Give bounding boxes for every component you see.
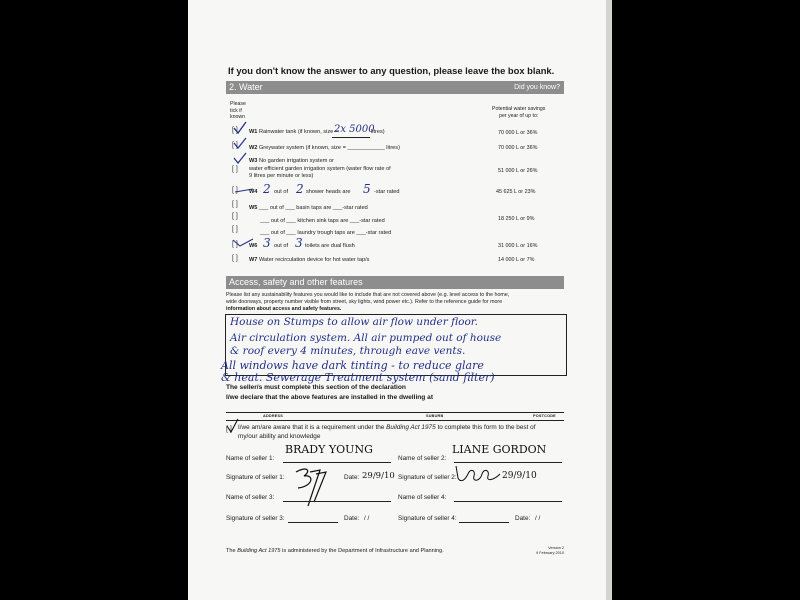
aware-statement xyxy=(238,424,535,441)
access-instruction-line: information about access and safety features. xyxy=(226,306,342,312)
w7-row xyxy=(249,257,369,263)
seller4-name-line[interactable] xyxy=(454,501,562,502)
address-line[interactable] xyxy=(226,412,564,413)
w4-amount: 45 625 L or 23% xyxy=(496,189,536,195)
tick-header xyxy=(230,101,246,121)
w6-row xyxy=(249,243,257,249)
did-you-know-label: Did you know? xyxy=(514,84,560,91)
footer-text xyxy=(226,548,444,554)
seller3-name-label: Name of seller 3: xyxy=(226,494,275,501)
w2-label: W2 xyxy=(249,145,258,151)
seller3-date-label: Date: xyxy=(344,515,360,522)
seller4-signature-label: Signature of seller 4: xyxy=(398,515,457,522)
checkmark-icon xyxy=(232,137,248,151)
w5-kitchen-checkbox[interactable]: [ ] xyxy=(232,213,238,220)
document-page xyxy=(188,0,612,600)
w6-checkbox[interactable]: [ ] xyxy=(232,241,238,248)
footer-text-b: is administered by the Department of Infrastructure and Planning. xyxy=(282,548,444,554)
w3-checkbox[interactable]: [ ] xyxy=(232,166,238,173)
w5-line: ___ out of ___ laundry trough taps are ___-star rated xyxy=(260,230,392,236)
w5-amount: 18 250 L or 9% xyxy=(498,216,535,222)
w5-laundry-checkbox[interactable]: [ ] xyxy=(232,226,238,233)
w3-label: W3 xyxy=(249,158,258,164)
checkmark-icon xyxy=(232,121,248,137)
w6-hand-a: 3 xyxy=(263,236,271,250)
w4-label: W4 xyxy=(249,189,258,195)
aware-checkbox[interactable]: [ ] xyxy=(226,426,232,433)
access-instruction-line: Please list any sustainability features you would like to include that are not covered above (e.g. level access to the home, xyxy=(226,292,510,298)
w7-text: Water recirculation device for hot water tap/s xyxy=(258,257,370,263)
seller2-date: 29/9/10 xyxy=(502,471,537,481)
w1-amount: 70 000 L or 36% xyxy=(498,130,538,136)
w2-checkbox[interactable]: [ ] xyxy=(232,142,238,149)
suburb-label: SUBURB xyxy=(426,414,444,418)
w4-hand-c: 5 xyxy=(363,182,371,196)
w2-row xyxy=(249,145,400,151)
w6-amount: 31 000 L or 16% xyxy=(498,243,538,249)
seller2-name: LIANE GORDON xyxy=(452,443,547,456)
w6-text-a: out of xyxy=(274,243,288,249)
seller4-date-label: Date: xyxy=(515,515,531,522)
seller4-date[interactable]: / / xyxy=(535,515,541,522)
seller4-name-label: Name of seller 4: xyxy=(398,494,447,501)
features-hand-line: & roof every 4 minutes, through eave vents. xyxy=(230,345,466,357)
features-hand-line: House on Stumps to allow air flow under floor. xyxy=(230,316,478,328)
w4-hand-a: 2 xyxy=(263,182,271,196)
seller3-signature-line[interactable] xyxy=(288,522,338,523)
seller1-date-label: Date: xyxy=(344,474,360,481)
w1-label: W1 xyxy=(249,129,258,135)
water-section-title: 2. Water xyxy=(229,82,263,92)
tick-header-line: known xyxy=(230,114,245,120)
declaration-declare: I/we declare that the above features are installed in the dwelling at xyxy=(226,394,434,401)
tick-header-line: Please xyxy=(230,101,246,107)
checkmark-icon xyxy=(232,152,248,166)
w4-text-c: -star rated xyxy=(374,189,400,195)
w5-line: ___ out of ___ kitchen sink taps are ___-star rated xyxy=(260,217,385,224)
w1-row xyxy=(249,129,338,135)
seller1-signature-label: Signature of seller 1: xyxy=(226,474,285,481)
w5-label: W5 xyxy=(249,205,258,211)
w7-label: W7 xyxy=(249,257,258,263)
address-label: ADDRESS xyxy=(263,414,283,418)
seller3-signature-label: Signature of seller 3: xyxy=(226,515,285,522)
w1-size-line xyxy=(332,137,370,138)
w6-label: W6 xyxy=(249,243,258,249)
w6-hand-b: 3 xyxy=(295,236,303,250)
seller2-signature-icon xyxy=(452,462,502,486)
access-instruction-line: wide doorways, property number visible from street, sky lights, wind power etc.). Refer to the reference guide for more xyxy=(226,299,503,305)
w3-amount: 51 000 L or 26% xyxy=(498,168,538,174)
access-section-header xyxy=(226,276,564,289)
w1-checkbox[interactable]: [ ] xyxy=(232,127,238,134)
page-edge xyxy=(606,0,612,600)
aware-act: Building Act 1975 xyxy=(386,424,436,431)
savings-header-line: per year of up to: xyxy=(499,112,539,119)
water-section-header xyxy=(226,81,564,94)
seller1-name: BRADY YOUNG xyxy=(285,443,373,456)
aware-text-c: my/our ability and knowledge xyxy=(238,432,321,440)
footer-act: Building Act 1975 xyxy=(237,548,281,554)
w4-row xyxy=(249,189,257,195)
features-hand-line: All windows have dark tinting - to reduce glare xyxy=(221,359,484,372)
seller1-name-label: Name of seller 1: xyxy=(226,455,275,462)
access-section-title: Access, safety and other features xyxy=(229,277,363,287)
savings-header xyxy=(492,106,545,119)
w3-row xyxy=(249,158,391,181)
footer-text-a: The xyxy=(226,548,236,554)
w6-text-b: toilets are dual flush xyxy=(305,243,355,249)
postcode-label: POSTCODE xyxy=(533,414,556,418)
seller4-signature-line[interactable] xyxy=(459,522,509,523)
w1-tank-size-hand: 2x 5000 xyxy=(334,124,375,135)
w1-text-b: litres) xyxy=(371,129,385,135)
version: Version 2 xyxy=(548,546,564,550)
w4-hand-b: 2 xyxy=(296,182,304,196)
w4-checkbox[interactable]: [ ] xyxy=(232,187,238,194)
instruction-text: If you don't know the answer to any question, please leave the box blank. xyxy=(228,65,555,76)
features-hand-line: Air circulation system. All air pumped out of house xyxy=(230,332,502,344)
aware-text-b: to complete this form to the best of xyxy=(437,424,536,431)
version-date: 9 February 2010 xyxy=(536,551,564,555)
version-block xyxy=(524,546,564,556)
features-hand-line: & heat. Sewerage Treatment system (sand filter) xyxy=(221,371,495,384)
w2-text: Greywater system (if known, size = ____________ litres) xyxy=(258,145,400,151)
w1-text-a: Rainwater tank (if known, size = xyxy=(258,129,339,135)
w3-line: water efficient garden irrigation system (water flow rate of xyxy=(249,165,391,172)
w3-line: No garden irrigation system or xyxy=(258,158,334,164)
savings-header-line: Potential water savings xyxy=(492,106,546,112)
w7-amount: 14 000 L or 7% xyxy=(498,257,535,263)
seller2-name-label: Name of seller 2: xyxy=(398,455,447,462)
tick-header-line: tick if xyxy=(230,107,242,114)
w7-checkbox[interactable]: [ ] xyxy=(232,255,238,262)
w5-row xyxy=(249,202,391,240)
seller2-signature-label: Signature of seller 2: xyxy=(398,474,457,481)
w4-text-a: out of xyxy=(274,189,288,195)
access-instructions xyxy=(226,292,509,313)
w4-text-b: shower heads are xyxy=(306,189,351,195)
declaration-must: The seller/s must complete this section of the declaration xyxy=(226,384,406,391)
seller3-date[interactable]: / / xyxy=(364,515,370,522)
w3-line: 9 litres per minute or less) xyxy=(249,173,314,179)
w5-checkbox[interactable]: [ ] xyxy=(232,201,238,208)
w5-line: ___ out of ___ basin taps are ___-star rated xyxy=(258,205,368,211)
aware-text-a: I/we am/are aware that it is a requirement under the xyxy=(238,424,385,431)
seller1-date: 29/9/10 xyxy=(362,471,395,481)
w2-amount: 70 000 L or 36% xyxy=(498,145,538,151)
seller3-name-line[interactable] xyxy=(283,501,391,502)
divider xyxy=(226,420,564,421)
